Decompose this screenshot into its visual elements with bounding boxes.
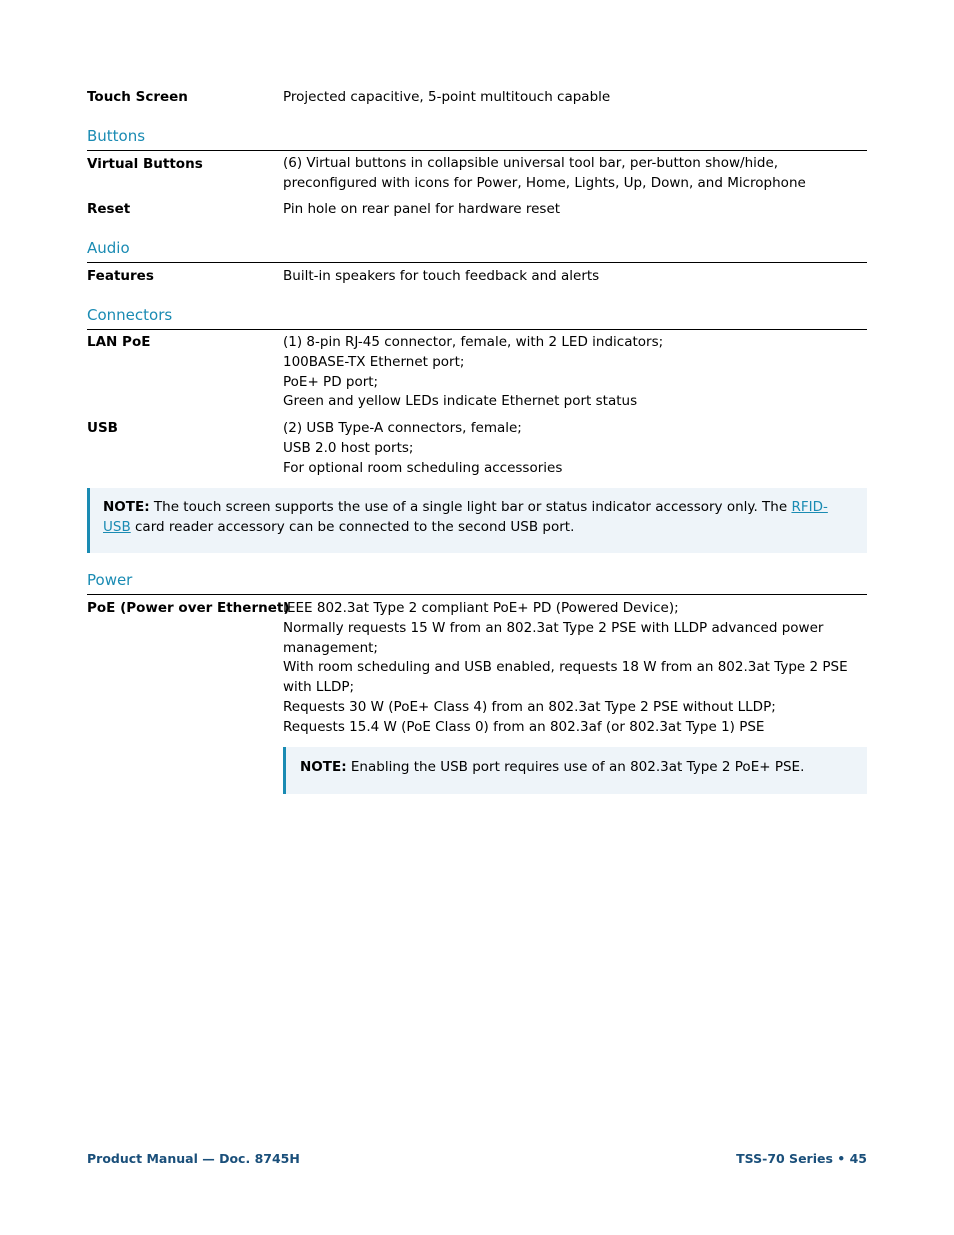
lan-poe-label: LAN PoE: [87, 334, 151, 350]
footer-doc-title: Product Manual — Doc. 8745H: [87, 1151, 300, 1166]
buttons-divider: [87, 150, 867, 151]
power-note-body: Enabling the USB port requires use of an 802.3at Type 2 PoE+ PSE.: [346, 759, 805, 775]
virtual-buttons-value: (6) Virtual buttons in collapsible universal tool bar, per-button show/hide, preconfigured with icons for Power, Home, Lights, Up, Down, and Microphone: [283, 155, 806, 191]
touch-screen-value: Projected capacitive, 5-point multitouch capable: [283, 89, 611, 105]
note-text-after: card reader accessory can be connected to the second USB port.: [130, 519, 575, 535]
features-value: Built-in speakers for touch feedback and alerts: [283, 268, 600, 284]
audio-divider: [87, 262, 867, 263]
connectors-heading: Connectors: [87, 306, 173, 324]
poe-label: PoE (Power over Ethernet): [87, 600, 290, 616]
poe-value: IEEE 802.3at Type 2 compliant PoE+ PD (Powered Device); Normally requests 15 W from an 802.3at Type 2 PSE with LLDP advanced power management; With room scheduling and USB enabled, requests 18 W from an 802.3at Type 2 PSE with LLDP; Requests 30 W (PoE+ Class 4) from an 802.3at Type 2 PSE without LLDP; Requests 15.4 W (PoE Class 0) from an 802.3af (or 802.3at Type 1) PSE: [283, 600, 848, 735]
rfid-usb-link-part2[interactable]: USB: [103, 519, 131, 535]
power-note-box: [283, 747, 867, 794]
audio-heading: Audio: [87, 239, 130, 257]
virtual-buttons-label: Virtual Buttons: [87, 156, 203, 172]
power-note-label: NOTE:: [300, 759, 347, 775]
usb-note-text: [103, 497, 863, 537]
power-heading: Power: [87, 571, 133, 589]
rfid-usb-link-part1[interactable]: RFID-: [791, 499, 828, 515]
reset-value: Pin hole on rear panel for hardware reset: [283, 201, 561, 217]
note-label: NOTE:: [103, 499, 150, 515]
usb-value: (2) USB Type-A connectors, female; USB 2.0 host ports; For optional room scheduling accessories: [283, 420, 563, 476]
power-note-text: [300, 757, 860, 777]
lan-poe-value: (1) 8-pin RJ-45 connector, female, with 2 LED indicators; 100BASE-TX Ethernet port; PoE+ PD port; Green and yellow LEDs indicate Ethernet port status: [283, 334, 664, 410]
usb-note-box: [87, 488, 867, 553]
reset-label: Reset: [87, 201, 131, 217]
touch-screen-label: Touch Screen: [87, 89, 188, 105]
features-label: Features: [87, 268, 154, 284]
power-divider: [87, 594, 867, 595]
footer-page-number: TSS-70 Series • 45: [736, 1151, 867, 1166]
note-text-before: The touch screen supports the use of a single light bar or status indicator accessory only. The: [149, 499, 792, 515]
usb-label: USB: [87, 420, 118, 436]
buttons-heading: Buttons: [87, 127, 146, 145]
connectors-divider: [87, 329, 867, 330]
